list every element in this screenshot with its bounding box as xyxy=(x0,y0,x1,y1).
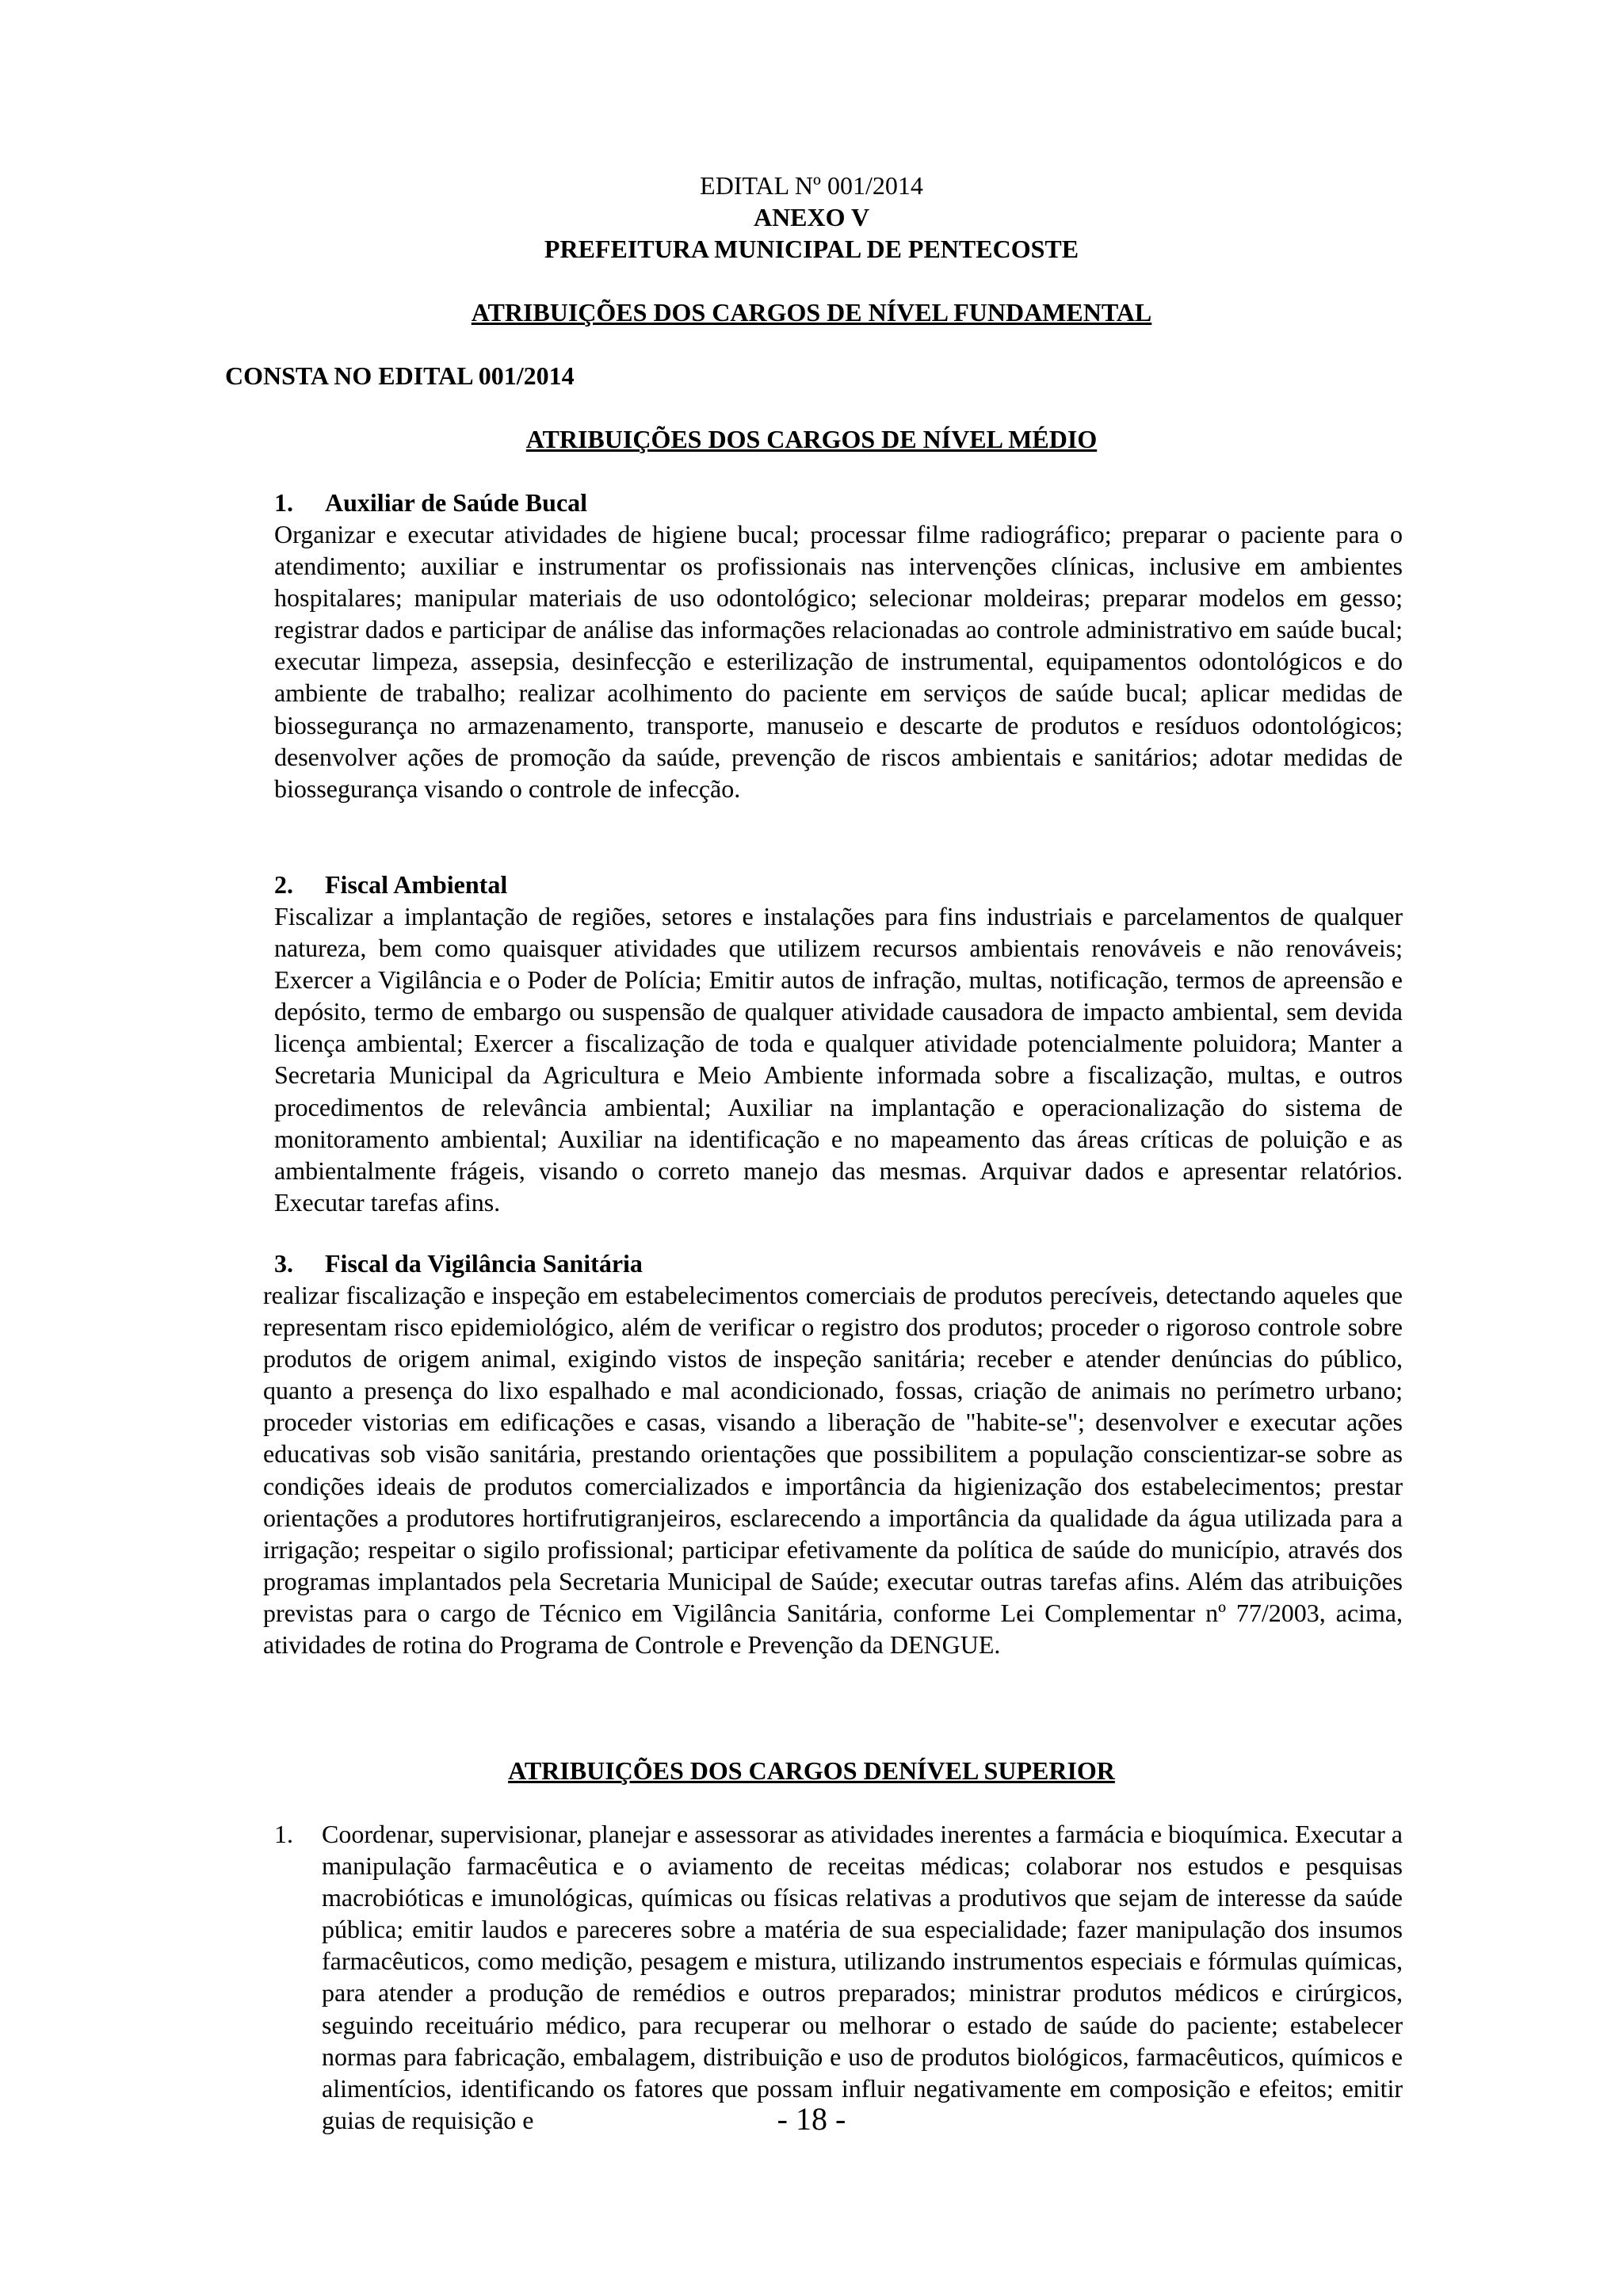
section-number: 3. xyxy=(274,1249,293,1278)
section-text-auxiliar-saude-bucal: Organizar e executar atividades de higiene bucal; processar filme radiográfico; preparar o paciente para o atendimento; auxiliar e instrumentar os profissionais nas intervenções clínicas, inclusive em ambientes hospitalares; manipular materiais de uso odontológico; selecionar moldeiras; preparar modelos em gesso; registrar dados e participar de análise das informações relacionadas ao controle administrativo em saúde bucal; executar limpeza, assepsia, desinfecção e esterilização de instrumental, equipamentos odontológicos e do ambiente de trabalho; realizar acolhimento do paciente em serviços de saúde bucal; aplicar medidas de biossegurança no armazenamento, transporte, manuseio e descarte de produtos e resíduos odontológicos; desenvolver ações de promoção da saúde, prevenção de riscos ambientais e sanitários; adotar medidas de biossegurança visando o controle de infecção. xyxy=(274,520,1403,803)
heading-nivel-superior: ATRIBUIÇÕES DOS CARGOS DENÍVEL SUPERIOR xyxy=(508,1756,1115,1785)
section-title: Fiscal da Vigilância Sanitária xyxy=(325,1249,643,1278)
prefeitura-title: PREFEITURA MUNICIPAL DE PENTECOSTE xyxy=(544,235,1079,263)
superior-item-text: Coordenar, supervisionar, planejar e assessorar as atividades inerentes a farmácia e bioquímica. Executar a manipulação farmacêutica e o aviamento de receitas médicas; colaborar nos estudos e pesquisas macrobióticas e imunológicas, químicas ou físicas relativas a produtivos que sejam de interesse da saúde pública; emitir laudos e pareceres sobre a matéria de sua especialidade; fazer manipulação dos insumos farmacêuticos, como medição, pesagem e mistura, utilizando instrumentos especiais e fórmulas químicas, para atender a produção de remédios e outros preparados; ministrar produtos médicos e cirúrgicos, seguindo receituário médico, para recuperar ou melhorar o estado de saúde do paciente; estabelecer normas para fabricação, embalagem, distribuição e uso de produtos biológicos, farmacêuticos, químicos e alimentícios, identificando os fatores que possam influir negativamente em composição e efeitos; emitir guias de requisição e xyxy=(322,1820,1403,2134)
page-number: - 18 - xyxy=(777,2101,846,2137)
section-title: Fiscal Ambiental xyxy=(325,870,508,899)
section-heading-auxiliar-saude-bucal xyxy=(274,487,587,518)
annex-title: ANEXO V xyxy=(753,203,870,231)
superior-item-number: 1. xyxy=(274,1820,293,1848)
fundamental-note: CONSTA NO EDITAL 001/2014 xyxy=(225,361,575,390)
edital-number: EDITAL Nº 001/2014 xyxy=(700,171,923,200)
section-text-fiscal-ambiental: Fiscalizar a implantação de regiões, setores e instalações para fins industriais e parcelamentos de qualquer natureza, bem como quaisquer atividades que utilizem recursos ambientais renováveis e não renováveis; Exercer a Vigilância e o Poder de Polícia; Emitir autos de infração, multas, notificação, termos de apreensão e depósito, termo de embargo ou suspensão de qualquer atividade causadora de impacto ambiental, sem devida licença ambiental; Exercer a fiscalização de toda e qualquer atividade potencialmente poluidora; Manter a Secretaria Municipal da Agricultura e Meio Ambiente informada sobre a fiscalização, multas, e outros procedimentos de relevância ambiental; Auxiliar na implantação e operacionalização do sistema de monitoramento ambiental; Auxiliar na identificação e no mapeamento das áreas críticas de poluição e as ambientalmente frágeis, visando o correto manejo das mesmas. Arquivar dados e apresentar relatórios. Executar tarefas afins. xyxy=(274,902,1403,1217)
section-number: 1. xyxy=(274,488,293,517)
section-text-fiscal-vigilancia-sanitaria: realizar fiscalização e inspeção em estabelecimentos comerciais de produtos perecíveis, detectando aqueles que representam risco epidemiológico, além de verificar o registro dos produtos; proceder o rigoroso controle sobre produtos de origem animal, exigindo vistos de inspeção sanitária; receber e atender denúncias do público, quanto a presença do lixo espalhado e mal acondicionado, fossas, criação de animais no perímetro urbano; proceder vistorias em edificações e casas, visando a liberação de "habite-se"; desenvolver e executar ações educativas sob visão sanitária, prestando orientações que possibilitem a população conscientizar-se sobre as condições ideais de produtos comercializados e importância da higienização dos estabelecimentos; prestar orientações a produtores hortifrutigranjeiros, esclarecendo a importância da qualidade da água utilizada para a irrigação; respeitar o sigilo profissional; participar efetivamente da política de saúde do município, através dos programas implantados pela Secretaria Municipal de Saúde; executar outras tarefas afins. Além das atribuições previstas para o cargo de Técnico em Vigilância Sanitária, conforme Lei Complementar nº 77/2003, acima, atividades de rotina do Programa de Controle e Prevenção da DENGUE. xyxy=(263,1281,1403,1660)
section-heading-fiscal-vigilancia-sanitaria xyxy=(274,1247,643,1279)
section-title: Auxiliar de Saúde Bucal xyxy=(325,488,588,517)
heading-nivel-medio: ATRIBUIÇÕES DOS CARGOS DE NÍVEL MÉDIO xyxy=(525,425,1098,453)
section-heading-fiscal-ambiental xyxy=(274,869,507,900)
section-number: 2. xyxy=(274,870,293,899)
heading-nivel-fundamental: ATRIBUIÇÕES DOS CARGOS DE NÍVEL FUNDAMENTAL xyxy=(471,298,1152,327)
